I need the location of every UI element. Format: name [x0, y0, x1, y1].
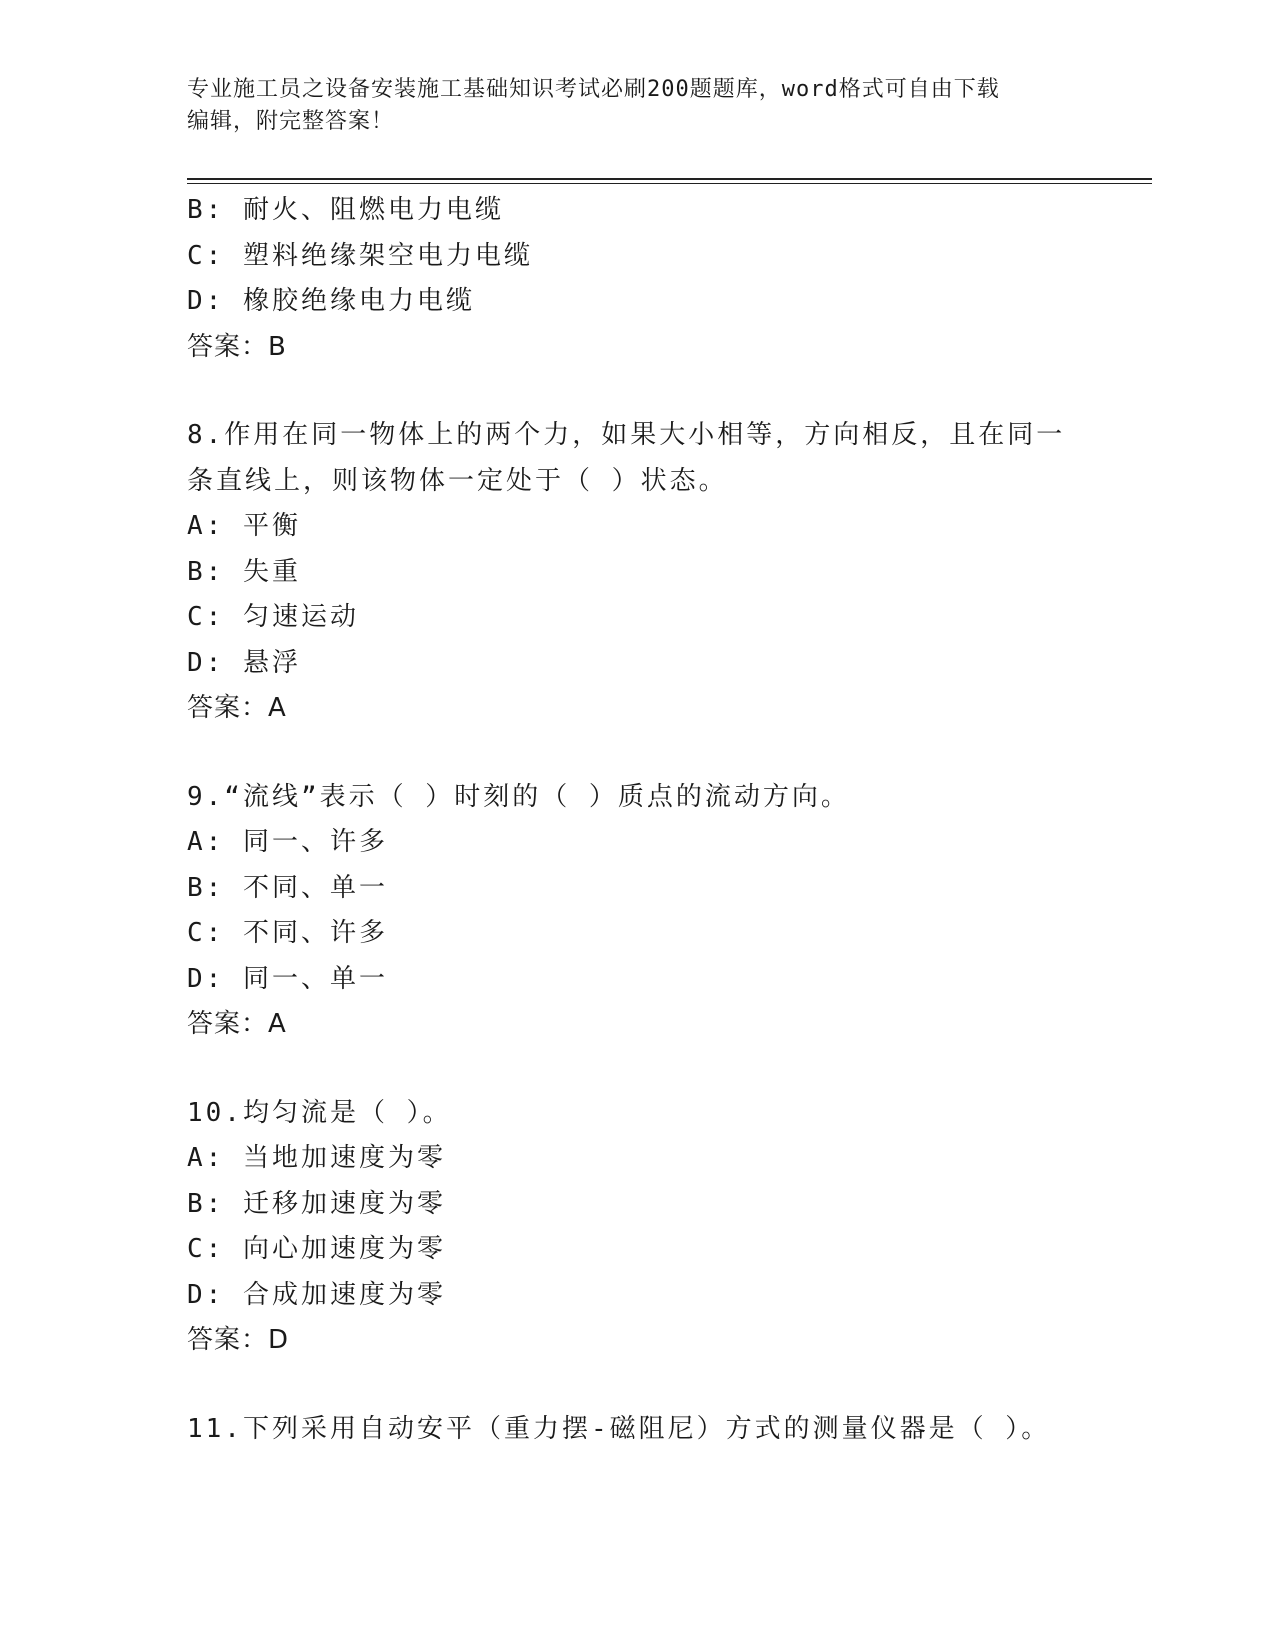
- answer-option: D: 悬浮: [187, 647, 301, 678]
- answer-option: B: 不同、单一: [187, 872, 388, 903]
- question-list: [187, 188, 1087, 1452]
- answer-option: B: 失重: [187, 556, 301, 587]
- answer-option: D: 同一、单一: [187, 963, 388, 994]
- answer-option: A: 同一、许多: [187, 827, 388, 857]
- block-spacer: [187, 1048, 1087, 1091]
- answer-option: C: 匀速运动: [187, 602, 359, 632]
- block-spacer: [187, 1364, 1087, 1407]
- question-block: [187, 1091, 1087, 1364]
- answer-option: C: 塑料绝缘架空电力电缆: [187, 240, 533, 271]
- question-text: 条直线上，则该物体一定处于（ ）状态。: [187, 465, 728, 496]
- document-header: [187, 74, 1087, 138]
- question-block: [187, 1407, 1087, 1453]
- answer-key: 答案：A: [187, 693, 287, 723]
- question-block: [187, 413, 1087, 732]
- question-text: 9.“流线”表示（ ）时刻的（ ）质点的流动方向。: [187, 781, 850, 812]
- question-text: 10.均匀流是（ ）。: [187, 1097, 452, 1128]
- question-block: [187, 775, 1087, 1048]
- answer-option: A: 当地加速度为零: [187, 1143, 446, 1173]
- block-spacer: [187, 732, 1087, 775]
- answer-option: C: 不同、许多: [187, 918, 388, 948]
- question-block: [187, 188, 1087, 370]
- answer-option: B: 迁移加速度为零: [187, 1188, 446, 1219]
- header-line-2: 编辑，附完整答案！: [187, 109, 395, 134]
- question-text: 11.下列采用自动安平（重力摆-磁阻尼）方式的测量仪器是（ ）。: [187, 1413, 1051, 1444]
- answer-option: A: 平衡: [187, 511, 301, 541]
- answer-option: D: 橡胶绝缘电力电缆: [187, 286, 475, 316]
- answer-key: 答案：D: [187, 1325, 290, 1355]
- answer-option: D: 合成加速度为零: [187, 1279, 446, 1310]
- answer-key: 答案：B: [187, 331, 287, 362]
- header-line-1: 专业施工员之设备安装施工基础知识考试必刷200题题库，word格式可自由下载: [187, 77, 1000, 102]
- answer-option: C: 向心加速度为零: [187, 1234, 446, 1264]
- block-spacer: [187, 370, 1087, 413]
- header-divider-thin: [187, 183, 1152, 184]
- answer-key: 答案：A: [187, 1009, 287, 1039]
- question-text: 8.作用在同一物体上的两个力，如果大小相等，方向相反，且在同一: [187, 420, 1066, 450]
- answer-option: B: 耐火、阻燃电力电缆: [187, 195, 504, 225]
- header-divider-thick: [187, 178, 1152, 180]
